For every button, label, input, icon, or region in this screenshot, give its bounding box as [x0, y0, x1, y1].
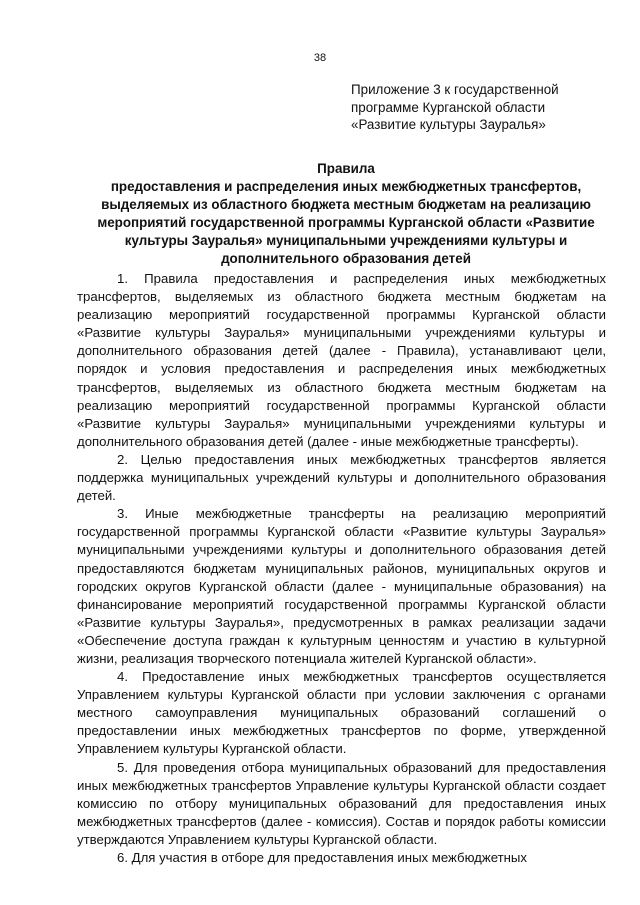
- document-body: [77, 270, 606, 867]
- title-heading: Правила: [317, 161, 375, 176]
- paragraph-3: 3. Иные межбюджетные трансферты на реализацию мероприятий государственной программы Курганской области «Развитие культуры Зауралья» муниципальными учреждениями культуры и дополнительного образования детей предоставляются бюджетам муниципальных районов, муниципальных округов и городских округов Курганской области (далее - муниципальные образования) на финансирование мероприятий государственной программы Курганской области «Развитие культуры Зауралья», предусмотренных в рамках реализации задачи «Обеспечение доступа граждан к культурным ценностям и участию в культурной жизни, реализация творческого потенциала жителей Курганской области».: [77, 506, 606, 666]
- paragraph-5: 5. Для проведения отбора муниципальных образований для предоставления иных межбюджетных трансфертов Управление культуры Курганской области создает комиссию по отбору муниципальных образований для предоставления иных межбюджетных трансфертов (далее - комиссия). Состав и порядок работы комиссии утверждаются Управлением культуры Курганской области.: [77, 759, 606, 847]
- paragraph-4: 4. Предоставление иных межбюджетных трансфертов осуществляется Управлением культуры Курганской области при условии заключения с органами местного самоуправления муниципальных образований соглашений о предоставлении иных межбюджетных трансфертов по форме, утвержденной Управлением культуры Курганской области.: [77, 669, 606, 757]
- paragraph-2: 2. Целью предоставления иных межбюджетных трансфертов является поддержка муниципальных учреждений культуры и дополнительного образования детей.: [77, 451, 606, 504]
- appendix-line: Приложение 3 к государственной: [351, 82, 559, 97]
- appendix-note: [351, 81, 631, 134]
- title-line: мероприятий государственной программы Курганской области «Развитие: [97, 215, 595, 230]
- title-line: выделяемых из областного бюджета местным бюджетам на реализацию: [101, 197, 591, 212]
- paragraph-6: 6. Для участия в отборе для предоставления иных межбюджетных: [117, 850, 527, 865]
- paragraph-1: 1. Правила предоставления и распределения иных межбюджетных трансфертов, выделяемых из областного бюджета местным бюджетам на реализацию мероприятий государственной программы Курганской области «Развитие культуры Зауралья» муниципальными учреждениями культуры и дополнительного образования детей (далее - Правила), устанавливают цели, порядок и условия предоставления и распределения иных межбюджетных трансфертов, выделяемых из областного бюджета местным бюджетам на реализацию мероприятий государственной программы Курганской области «Развитие культуры Зауралья» муниципальными учреждениями культуры и дополнительного образования детей (далее - иные межбюджетные трансферты).: [77, 271, 606, 449]
- document-title: [86, 160, 606, 268]
- title-line: предоставления и распределения иных межбюджетных трансфертов,: [110, 179, 582, 194]
- title-line: дополнительного образования детей: [221, 251, 471, 266]
- page-number: 38: [313, 52, 327, 64]
- appendix-line: программе Курганской области: [351, 99, 546, 115]
- title-line: культуры Зауралья» муниципальными учреждениями культуры и: [124, 233, 568, 248]
- appendix-line: «Развитие культуры Зауралья»: [351, 117, 546, 132]
